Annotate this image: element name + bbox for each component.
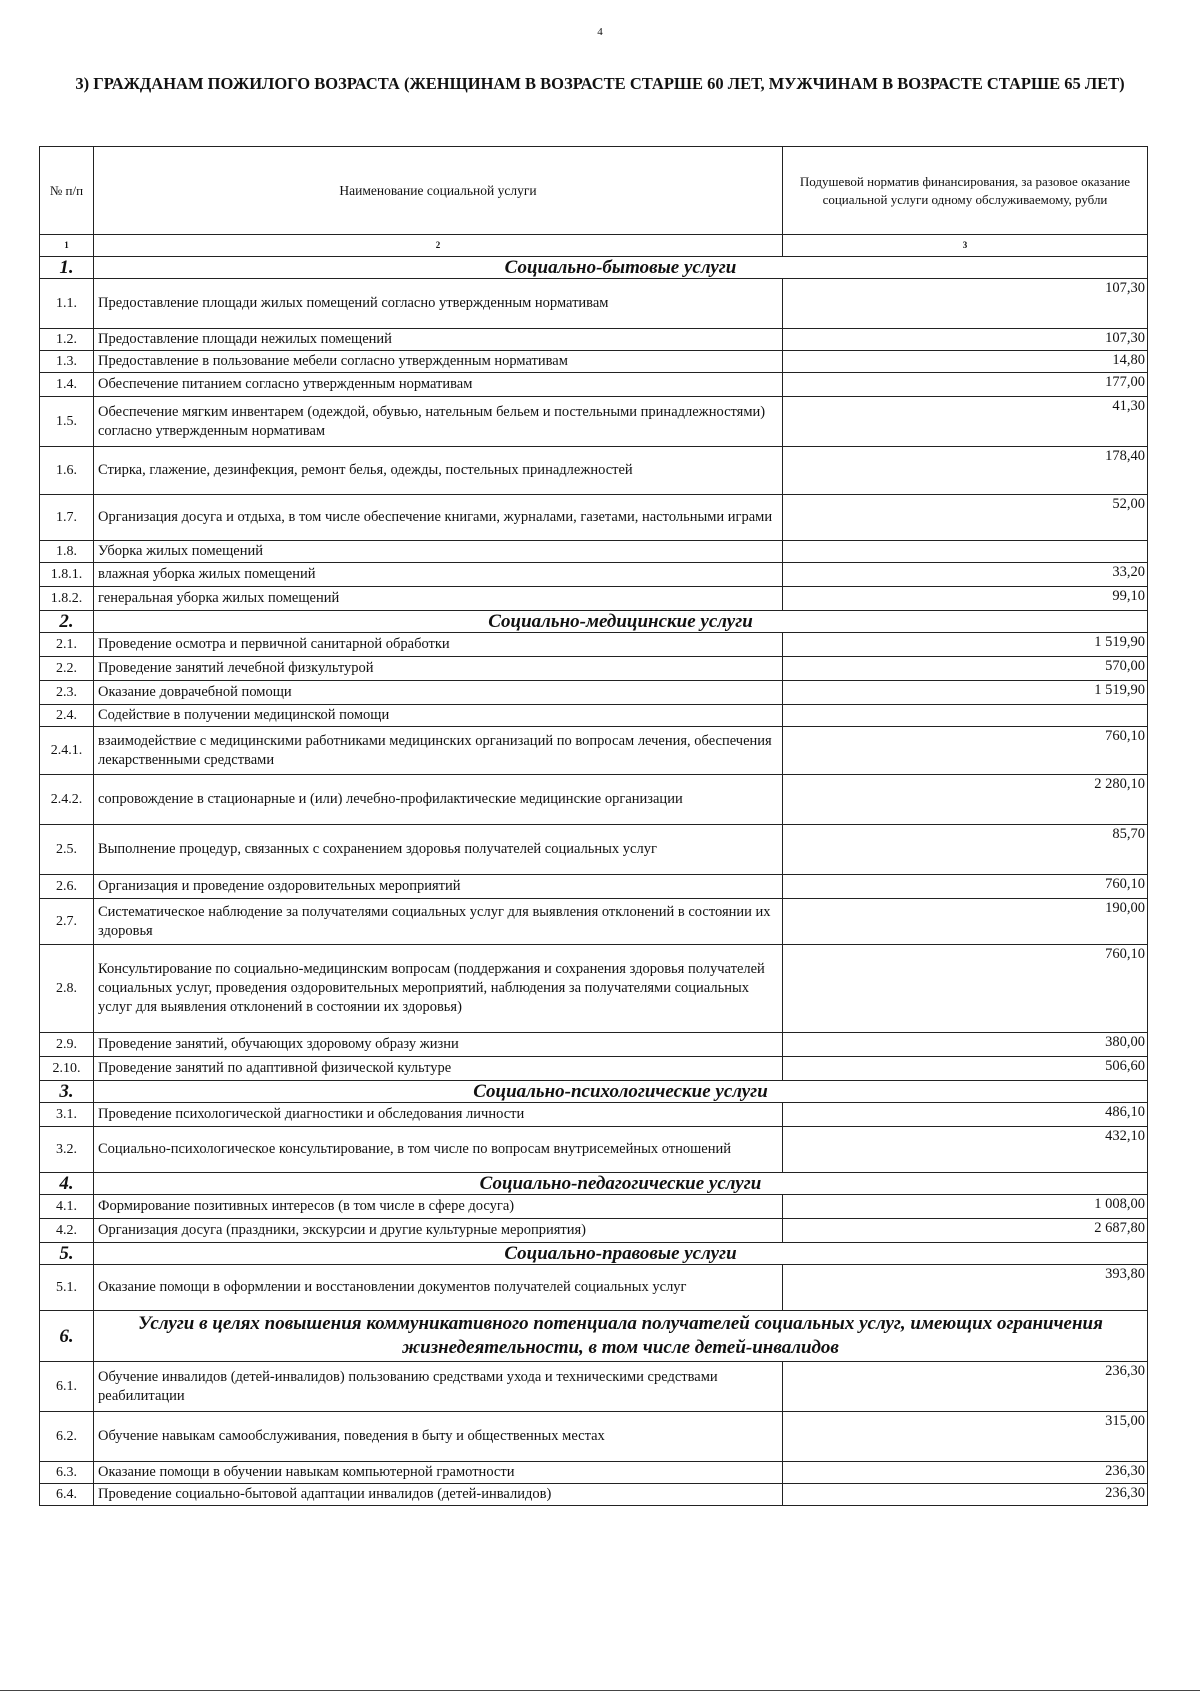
service-number: 1.8.1. xyxy=(40,563,94,587)
service-number: 3.2. xyxy=(40,1127,94,1173)
service-price: 52,00 xyxy=(783,495,1148,541)
service-number: 1.1. xyxy=(40,279,94,329)
service-row xyxy=(40,875,1148,899)
section-number: 1. xyxy=(40,257,94,279)
service-number: 2.10. xyxy=(40,1057,94,1081)
section-title: Социально-бытовые услуги xyxy=(94,257,1148,279)
service-name: Выполнение процедур, связанных с сохранением здоровья получателей социальных услуг xyxy=(94,825,783,875)
service-price: 380,00 xyxy=(783,1033,1148,1057)
service-name: Оказание помощи в обучении навыкам компьютерной грамотности xyxy=(94,1462,783,1484)
service-name: Организация и проведение оздоровительных мероприятий xyxy=(94,875,783,899)
service-row xyxy=(40,541,1148,563)
service-price: 107,30 xyxy=(783,279,1148,329)
section-row xyxy=(40,611,1148,633)
service-name: Предоставление в пользование мебели согласно утвержденным нормативам xyxy=(94,351,783,373)
page-bottom-rule xyxy=(0,1690,1200,1691)
service-row xyxy=(40,657,1148,681)
section-title: Социально-правовые услуги xyxy=(94,1243,1148,1265)
service-row xyxy=(40,1219,1148,1243)
service-number: 6.4. xyxy=(40,1484,94,1506)
service-row xyxy=(40,587,1148,611)
service-number: 1.8. xyxy=(40,541,94,563)
service-row xyxy=(40,945,1148,1033)
service-row xyxy=(40,495,1148,541)
section-title: Социально-психологические услуги xyxy=(94,1081,1148,1103)
service-number: 4.2. xyxy=(40,1219,94,1243)
service-number: 1.4. xyxy=(40,373,94,397)
service-price: 85,70 xyxy=(783,825,1148,875)
service-number: 6.1. xyxy=(40,1362,94,1412)
service-name: Обеспечение питанием согласно утвержденным нормативам xyxy=(94,373,783,397)
service-number: 2.7. xyxy=(40,899,94,945)
column-header-norm: Подушевой норматив финансирования, за разовое оказание социальной услуги одному обслуживаемому, рубли xyxy=(783,147,1148,235)
service-number: 4.1. xyxy=(40,1195,94,1219)
service-row xyxy=(40,397,1148,447)
service-row xyxy=(40,1484,1148,1506)
service-name: Предоставление площади нежилых помещений xyxy=(94,329,783,351)
service-price: 1 519,90 xyxy=(783,633,1148,657)
service-number: 1.6. xyxy=(40,447,94,495)
service-price: 41,30 xyxy=(783,397,1148,447)
service-price: 570,00 xyxy=(783,657,1148,681)
service-row xyxy=(40,775,1148,825)
service-number: 2.4.1. xyxy=(40,727,94,775)
services-table xyxy=(39,146,1148,1506)
service-name: Обеспечение мягким инвентарем (одеждой, обувью, нательным бельем и постельными принадлежностями) согласно утвержденным нормативам xyxy=(94,397,783,447)
service-row xyxy=(40,727,1148,775)
service-number: 2.9. xyxy=(40,1033,94,1057)
section-row xyxy=(40,257,1148,279)
service-price: 760,10 xyxy=(783,875,1148,899)
service-row xyxy=(40,373,1148,397)
service-row xyxy=(40,633,1148,657)
service-price xyxy=(783,705,1148,727)
service-number: 1.2. xyxy=(40,329,94,351)
column-index-1: 1 xyxy=(40,235,94,257)
service-name: Систематическое наблюдение за получателями социальных услуг для выявления отклонений в состоянии их здоровья xyxy=(94,899,783,945)
service-name: Проведение психологической диагностики и обследования личности xyxy=(94,1103,783,1127)
service-number: 1.8.2. xyxy=(40,587,94,611)
service-price: 14,80 xyxy=(783,351,1148,373)
service-row xyxy=(40,329,1148,351)
service-number: 3.1. xyxy=(40,1103,94,1127)
section-number: 4. xyxy=(40,1173,94,1195)
service-name: Проведение занятий по адаптивной физической культуре xyxy=(94,1057,783,1081)
service-number: 6.2. xyxy=(40,1412,94,1462)
section-row xyxy=(40,1081,1148,1103)
service-row xyxy=(40,1195,1148,1219)
document-heading: 3) ГРАЖДАНАМ ПОЖИЛОГО ВОЗРАСТА (ЖЕНЩИНАМ В ВОЗРАСТЕ СТАРШЕ 60 ЛЕТ, МУЖЧИНАМ В ВОЗРАСТЕ СТАРШЕ 65 ЛЕТ) xyxy=(75,74,1125,93)
service-price: 760,10 xyxy=(783,945,1148,1033)
service-price: 107,30 xyxy=(783,329,1148,351)
service-number: 2.3. xyxy=(40,681,94,705)
service-row xyxy=(40,351,1148,373)
service-price: 2 687,80 xyxy=(783,1219,1148,1243)
service-price: 190,00 xyxy=(783,899,1148,945)
service-price: 177,00 xyxy=(783,373,1148,397)
service-row xyxy=(40,1362,1148,1412)
service-name: Уборка жилых помещений xyxy=(94,541,783,563)
service-price: 178,40 xyxy=(783,447,1148,495)
service-price: 236,30 xyxy=(783,1484,1148,1506)
section-row xyxy=(40,1311,1148,1362)
section-row xyxy=(40,1243,1148,1265)
service-row xyxy=(40,1462,1148,1484)
service-name: Обучение инвалидов (детей-инвалидов) пользованию средствами ухода и техническими средствами реабилитации xyxy=(94,1362,783,1412)
service-name: Проведение социально-бытовой адаптации инвалидов (детей-инвалидов) xyxy=(94,1484,783,1506)
service-row xyxy=(40,1412,1148,1462)
section-row xyxy=(40,1173,1148,1195)
service-price: 1 008,00 xyxy=(783,1195,1148,1219)
column-index-3: 3 xyxy=(783,235,1148,257)
service-number: 1.3. xyxy=(40,351,94,373)
service-number: 2.6. xyxy=(40,875,94,899)
service-row xyxy=(40,563,1148,587)
column-index-row xyxy=(40,235,1148,257)
service-name: влажная уборка жилых помещений xyxy=(94,563,783,587)
service-name: Обучение навыкам самообслуживания, поведения в быту и общественных местах xyxy=(94,1412,783,1462)
service-row xyxy=(40,899,1148,945)
section-number: 2. xyxy=(40,611,94,633)
section-title: Социально-педагогические услуги xyxy=(94,1173,1148,1195)
service-row xyxy=(40,447,1148,495)
section-title: Услуги в целях повышения коммуникативного потенциала получателей социальных услуг, имеющих ограничения жизнедеятельности, в том числе детей-инвалидов xyxy=(94,1311,1148,1362)
service-row xyxy=(40,705,1148,727)
service-name: Проведение занятий лечебной физкультурой xyxy=(94,657,783,681)
service-price: 760,10 xyxy=(783,727,1148,775)
service-name: Стирка, глажение, дезинфекция, ремонт белья, одежды, постельных принадлежностей xyxy=(94,447,783,495)
service-name: Формирование позитивных интересов (в том числе в сфере досуга) xyxy=(94,1195,783,1219)
section-number: 6. xyxy=(40,1311,94,1362)
service-name: Содействие в получении медицинской помощи xyxy=(94,705,783,727)
service-price: 486,10 xyxy=(783,1103,1148,1127)
service-number: 1.7. xyxy=(40,495,94,541)
service-name: взаимодействие с медицинскими работниками медицинских организаций по вопросам лечения, обеспечения лекарственными средствами xyxy=(94,727,783,775)
service-name: Предоставление площади жилых помещений согласно утвержденным нормативам xyxy=(94,279,783,329)
service-row xyxy=(40,825,1148,875)
service-row xyxy=(40,1057,1148,1081)
service-number: 1.5. xyxy=(40,397,94,447)
service-price: 315,00 xyxy=(783,1412,1148,1462)
service-number: 2.4.2. xyxy=(40,775,94,825)
service-price: 506,60 xyxy=(783,1057,1148,1081)
service-number: 2.2. xyxy=(40,657,94,681)
service-price: 1 519,90 xyxy=(783,681,1148,705)
service-number: 2.5. xyxy=(40,825,94,875)
service-name: Оказание помощи в оформлении и восстановлении документов получателей социальных услуг xyxy=(94,1265,783,1311)
table-header-row xyxy=(40,147,1148,235)
service-row xyxy=(40,681,1148,705)
service-name: Организация досуга и отдыха, в том числе обеспечение книгами, журналами, газетами, настольными играми xyxy=(94,495,783,541)
service-row xyxy=(40,1033,1148,1057)
section-number: 5. xyxy=(40,1243,94,1265)
service-price xyxy=(783,541,1148,563)
service-name: Проведение занятий, обучающих здоровому образу жизни xyxy=(94,1033,783,1057)
service-price: 393,80 xyxy=(783,1265,1148,1311)
column-index-2: 2 xyxy=(94,235,783,257)
column-header-number: № п/п xyxy=(40,147,94,235)
service-name: Организация досуга (праздники, экскурсии и другие культурные мероприятия) xyxy=(94,1219,783,1243)
service-row xyxy=(40,1265,1148,1311)
service-price: 99,10 xyxy=(783,587,1148,611)
service-price: 236,30 xyxy=(783,1362,1148,1412)
service-name: сопровождение в стационарные и (или) лечебно-профилактические медицинские организации xyxy=(94,775,783,825)
service-number: 2.1. xyxy=(40,633,94,657)
service-number: 2.8. xyxy=(40,945,94,1033)
service-number: 2.4. xyxy=(40,705,94,727)
service-number: 5.1. xyxy=(40,1265,94,1311)
service-price: 33,20 xyxy=(783,563,1148,587)
page-number: 4 xyxy=(597,26,603,38)
service-number: 6.3. xyxy=(40,1462,94,1484)
section-number: 3. xyxy=(40,1081,94,1103)
service-row xyxy=(40,1127,1148,1173)
service-price: 432,10 xyxy=(783,1127,1148,1173)
service-price: 236,30 xyxy=(783,1462,1148,1484)
service-row xyxy=(40,1103,1148,1127)
service-name: Проведение осмотра и первичной санитарной обработки xyxy=(94,633,783,657)
column-header-name: Наименование социальной услуги xyxy=(94,147,783,235)
service-row xyxy=(40,279,1148,329)
service-name: Консультирование по социально-медицинским вопросам (поддержания и сохранения здоровья получателей социальных услуг, проведения оздоровительных мероприятий, наблюдения за получателями социальных услуг для выявления отклонений в состоянии их здоровья) xyxy=(94,945,783,1033)
service-price: 2 280,10 xyxy=(783,775,1148,825)
service-name: Социально-психологическое консультирование, в том числе по вопросам внутрисемейных отношений xyxy=(94,1127,783,1173)
section-title: Социально-медицинские услуги xyxy=(94,611,1148,633)
service-name: Оказание доврачебной помощи xyxy=(94,681,783,705)
service-name: генеральная уборка жилых помещений xyxy=(94,587,783,611)
